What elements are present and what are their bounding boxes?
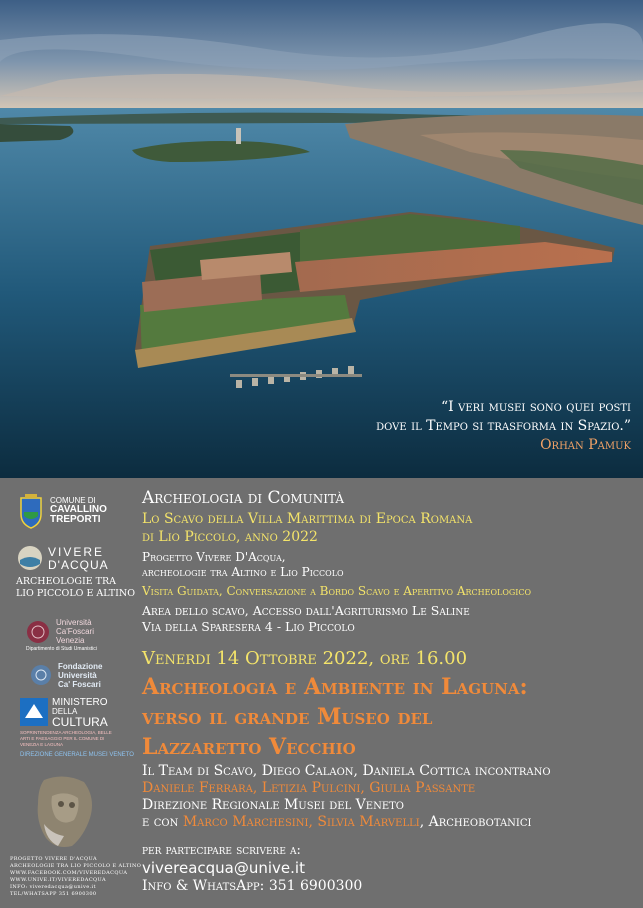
ministero-line-5: DIREZIONE GENERALE MUSEI VENETO bbox=[20, 752, 134, 758]
ministero-line-1: MINISTERO bbox=[52, 697, 108, 708]
ministero-line-4: SOPRINTENDENZA ARCHEOLOGIA, BELLE ARTI E PAESAGGIO PER IL COMUNE DI VENEZIA E LAGUNA bbox=[20, 730, 112, 747]
fondazione-logo bbox=[30, 662, 126, 694]
cavallino-line-1: COMUNE DI bbox=[50, 496, 96, 505]
roman-relief-image bbox=[34, 774, 100, 850]
vivere-dacqua-logo bbox=[14, 542, 135, 608]
cafoscari-line-2: Ca'Foscari bbox=[56, 627, 94, 636]
cafoscari-line-3: Venezia bbox=[56, 636, 85, 645]
team-line-4-suffix: , Archeobotanici bbox=[419, 814, 532, 830]
event-subtitle-1: Lo Scavo della Villa Marittima di Epoca Romana bbox=[142, 511, 473, 527]
team-line-4-names: Marco Marchesini, Silvia Marvelli bbox=[182, 814, 420, 830]
contact-email[interactable]: vivereacqua@unive.it bbox=[142, 859, 305, 877]
ministero-line-3: CULTURA bbox=[52, 715, 108, 729]
quote-author: Orhan Pamuk bbox=[540, 437, 631, 453]
quote-line-2: dove il Tempo si trasforma in Spazio.” bbox=[376, 418, 631, 434]
cavallino-logo bbox=[18, 492, 123, 532]
footer-line-3: WWW.FACEBOOK.COM/VIVEREDACQUA bbox=[10, 870, 128, 876]
fondazione-line-1: Fondazione bbox=[58, 662, 103, 671]
footer-line-4: WWW.UNIVE.IT/VIVEREDACQUA bbox=[10, 877, 107, 883]
cafoscari-line-4: Dipartimento di Studi Umanistici bbox=[26, 646, 97, 652]
talk-title-line-2: verso il grande Museo del bbox=[142, 704, 433, 730]
pamuk-quote bbox=[376, 398, 631, 455]
fondazione-line-2: Università bbox=[58, 671, 97, 680]
sponsor-logos bbox=[0, 478, 142, 908]
team-line-4 bbox=[142, 814, 531, 830]
cafoscari-line-1: Università bbox=[56, 618, 92, 627]
footer-line-5: INFO: viveredacqua@unive.it bbox=[10, 884, 96, 890]
quote-line-1: “I veri musei sono quei posti bbox=[441, 399, 631, 415]
ministero-line-2: DELLA bbox=[52, 707, 78, 716]
talk-title-line-3: Lazzaretto Vecchio bbox=[142, 734, 356, 760]
fondazione-line-3: Ca' Foscari bbox=[58, 680, 101, 689]
footer-line-6: TEL/WHATSAPP 351 6900300 bbox=[10, 891, 97, 897]
university-seal-icon bbox=[26, 620, 50, 644]
footer-line-1: PROGETTO VIVERE D'ACQUA bbox=[10, 856, 97, 862]
talk-title-line-1: Archeologia e Ambiente in Laguna: bbox=[142, 674, 528, 700]
project-line-2: archeologie tra Altino e Lio Piccolo bbox=[142, 565, 344, 579]
cavallino-line-2: CAVALLINO bbox=[50, 504, 107, 515]
project-footer-info bbox=[10, 856, 142, 898]
team-line-4-prefix: e con bbox=[142, 814, 183, 830]
water-drop-icon bbox=[16, 544, 44, 572]
event-heading: Archeologia di Comunità bbox=[142, 488, 345, 508]
team-line-2: Daniele Ferrara, Letizia Pulcini, Giulia Passante bbox=[142, 780, 476, 796]
vivere-line-1: VIVERE bbox=[48, 545, 105, 559]
place-line-1: Area dello scavo, Accesso dall'Agriturismo Le Saline bbox=[142, 603, 470, 618]
event-subtitle-2: di Lio Piccolo, anno 2022 bbox=[142, 529, 318, 545]
event-date: Venerdi 14 Ottobre 2022, ore 16.00 bbox=[142, 648, 468, 669]
fondazione-seal-icon bbox=[30, 664, 52, 686]
contact-label: per partecipare scrivere a: bbox=[142, 843, 301, 858]
vivere-line-3: ARCHEOLOGIE TRA bbox=[16, 576, 117, 587]
footer-line-2: ARCHEOLOGIE TRA LIO PICCOLO E ALTINO bbox=[10, 863, 142, 869]
contact-phone: Info & WhatsApp: 351 6900300 bbox=[142, 878, 363, 894]
place-line-2: Via della Sparesera 4 - Lio Piccolo bbox=[142, 619, 355, 634]
vivere-line-2: D'ACQUA bbox=[48, 558, 109, 572]
ministero-logo bbox=[20, 697, 134, 764]
team-line-1: Il Team di Scavo, Diego Calaon, Daniela Cottica incontrano bbox=[142, 763, 551, 779]
project-line-1: Progetto Vivere D'Acqua, bbox=[142, 550, 286, 564]
ministry-emblem-icon bbox=[20, 698, 48, 726]
cavallino-line-3: TREPORTI bbox=[50, 514, 101, 525]
coat-of-arms-icon bbox=[18, 494, 44, 530]
cafoscari-logo bbox=[26, 618, 126, 654]
team-line-3: Direzione Regionale Musei del Veneto bbox=[142, 797, 404, 813]
vivere-line-4: LIO PICCOLO E ALTINO bbox=[16, 588, 135, 599]
visit-description: Visita Guidata, Conversazione a Bordo Scavo e Aperitivo Archeologico bbox=[142, 584, 532, 598]
